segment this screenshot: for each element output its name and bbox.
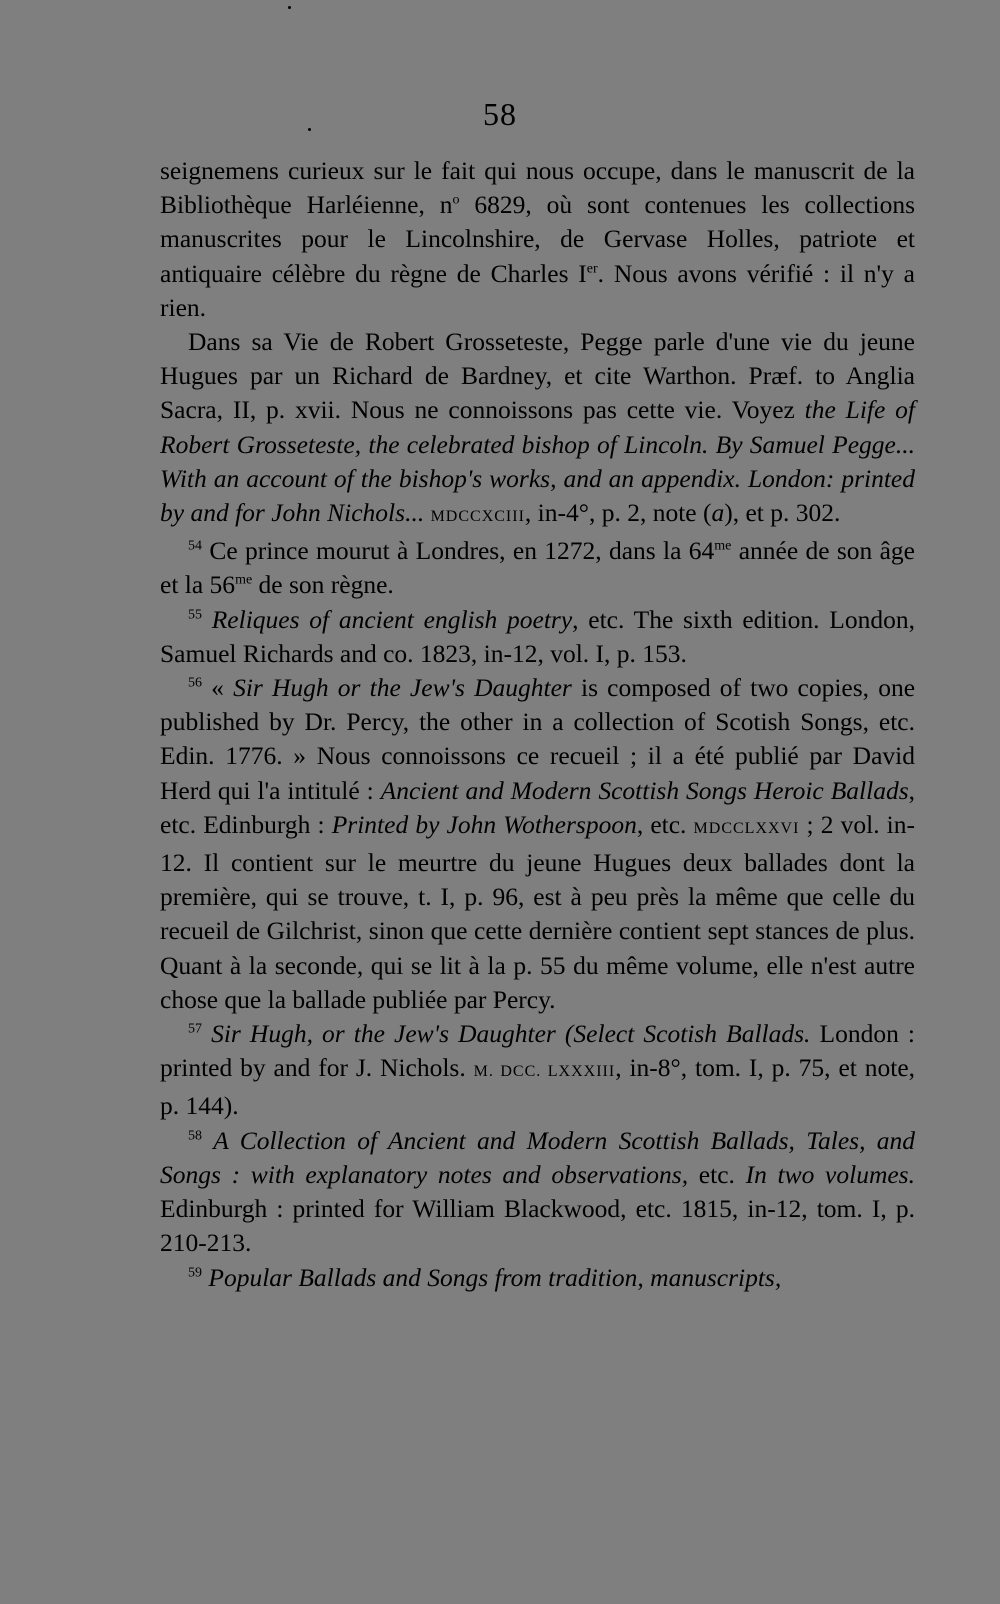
paragraph-2	[160, 325, 915, 534]
text-run: de son règne.	[252, 570, 394, 600]
superscript: 55	[188, 607, 202, 623]
text-run	[202, 1019, 211, 1048]
text-run: Ce prince mourut à Londres, en 1272, dans la 64	[202, 536, 715, 566]
text-run: MDCCLXXVI	[693, 819, 800, 837]
paragraph-1	[160, 154, 915, 325]
italic-text: In two volumes.	[745, 1159, 915, 1189]
superscript: 57	[188, 1021, 202, 1037]
text-run: 6829, où sont contenues les collections manuscrites pour le Lincolnshire, de Gervase Holles, patriote et antiquaire célèbre du règne de Charles I	[160, 190, 915, 288]
italic-text: a	[711, 498, 725, 528]
page-body	[160, 154, 915, 1295]
superscript: 54	[188, 538, 202, 554]
text-run: is composed of two copies, one published by Dr. Percy, the other in a collection of Scotish Songs, etc. Edin. 1776. » Nous connoissons ce recueil ; il a été publié par David Herd qui l'a intitulé :	[160, 673, 916, 805]
footnote-57	[160, 1017, 915, 1124]
superscript: er	[586, 261, 598, 277]
text-run: ), et p. 302.	[724, 498, 841, 528]
text-run: M. DCC. LXXXIII	[473, 1063, 616, 1081]
page-number: 58	[483, 96, 517, 132]
italic-text: Sir Hugh, or the Jew's Daughter (Select Scotish Ballads.	[211, 1019, 811, 1049]
text-run: , etc. Edinburgh :	[160, 775, 915, 839]
footnote-55	[160, 603, 915, 671]
text-run: année de son âge et la 56	[160, 536, 915, 600]
italic-text: A Collection of Ancient and Modern Scottish Ballads, Tales, and Songs : with explanatory notes and observations,	[160, 1125, 916, 1189]
footnote-56	[160, 671, 915, 1017]
superscript: o	[452, 192, 460, 208]
text-run: , etc. The sixth edition. London, Samuel Richards and co. 1823, in-12, vol. I, p. 153.	[160, 604, 915, 668]
superscript: 56	[188, 675, 202, 691]
text-run: MDCCXCIII	[430, 508, 525, 526]
italic-text: Printed by John Wotherspoon	[331, 809, 637, 839]
superscript: me	[714, 538, 732, 554]
text-run: ; 2 vol. in-12. Il contient sur le meurtre du jeune Hugues deux ballades dont la première, qui se trouve, t. I, p. 96, est à peu près la même que celle du recueil de Gilchrist, sinon que cette dernière contient sept stances de plus. Quant à la seconde, qui se lit à la p. 55 du même volume, elle n'est autre chose que la ballade publiée par Percy.	[160, 809, 916, 1014]
text-run: Edinburgh : printed for William Blackwood, etc. 1815, in-12, tom. I, p. 210-213.	[160, 1194, 915, 1258]
text-run: , in-8°, tom. I, p. 75, et note, p. 144).	[160, 1053, 916, 1121]
italic-text: the Life of Robert Grosseteste, the celebrated bishop of Lincoln. By Samuel Pegge... With an account of the bishop's works, and an appendix. London: printed by and for John Nichols...	[160, 395, 915, 528]
superscript: me	[235, 572, 253, 588]
italic-text: Ancient and Modern Scottish Songs Heroic Ballads	[380, 775, 909, 805]
text-run: «	[202, 673, 234, 703]
text-run: , in-4°, p. 2, note (	[524, 498, 712, 528]
text-run: London : printed by and for J. Nichols.	[160, 1019, 915, 1083]
footnote-59	[160, 1261, 915, 1295]
footnote-54	[160, 534, 915, 602]
text-run: Dans sa Vie de Robert Grosseteste, Pegge parle d'une vie du jeune Hugues par un Richard de Bardney, et cite Warthon. Præf. to Anglia Sacra, II, p. xvii. Nous ne connoissons pas cette vie. Voyez	[160, 327, 915, 425]
text-run: etc.	[688, 1159, 746, 1189]
ink-speck	[288, 6, 291, 9]
italic-text: Popular Ballads and Songs from tradition, manuscripts,	[208, 1262, 782, 1292]
ink-speck	[308, 128, 311, 131]
text-run: seignemens curieux sur le fait qui nous occupe, dans le manuscrit de la Bibliothèque Harléienne, n	[160, 156, 915, 220]
footnote-58	[160, 1124, 915, 1261]
text-run	[202, 1126, 213, 1155]
text-run: , etc.	[636, 809, 694, 839]
italic-text: Sir Hugh or the Jew's Daughter	[233, 673, 572, 703]
text-run	[202, 605, 212, 634]
superscript: 59	[188, 1265, 202, 1280]
text-run: . Nous avons vérifié : il n'y a rien.	[160, 258, 915, 322]
superscript: 58	[188, 1128, 202, 1144]
italic-text: Reliques of ancient english poetry	[211, 604, 573, 634]
